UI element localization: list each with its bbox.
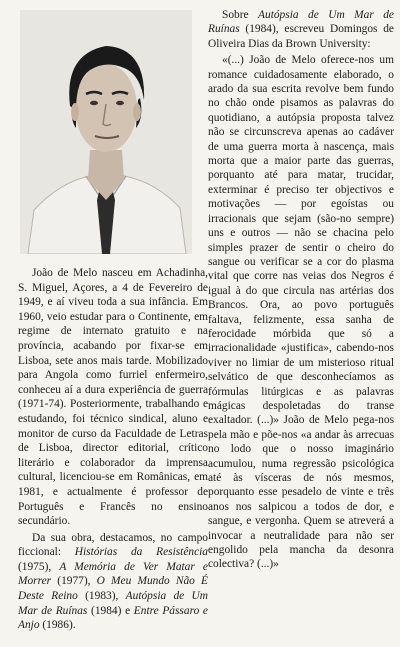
- right-column: [208, 8, 394, 583]
- work-title: Autópsia de Um Mar de Ruínas: [18, 590, 208, 617]
- work-title: A Memória de Ver Matar e Morrer: [18, 560, 208, 588]
- work-note: (1975),: [18, 560, 60, 573]
- author-photo: [20, 10, 192, 254]
- intro-book-title: Autópsia de Um Mar de Ruínas: [208, 9, 394, 36]
- review-quote: «(...) João de Melo oferece-nos um romance cuidadosamente elaborado, o arado da sua escrita revolve bem fundo no chão onde pisamos as palavras do quotidiano, a autópsia proposta talvez não se circunscreva apenas ao cadáver de uma guerra morta à nascença, mais morta que a maior parte das guerras, porquanto até para matar, trucidar, exterminar é preciso ter objectivos e motivações — por egoístas ou irracionais que sejam (são-no sempre) uns e outros — não se chacina pelo simples prazer de sentir o cheiro do sangue ou verificar se a cor do plasma vital que corre nas veias dos Negros é igual à do que circula nas artérias dos Brancos. Ora, ao povo português faltava, felizmente, essa sanha de ferocidade mórbida que só a irracionalidade «justifica», cabendo-nos viver no limiar de um misterioso ritual selvático de que desconhecíamos as fórmulas litúrgicas e as palavras mágicas despoletadas do transe exaltador. (...)» João de Melo pega-nos pela mão e põe-nos «a andar às arrecuas no lodo que o nosso imaginário acumulou, numa regressão psicológica até às vísceras de nós mesmos, porquanto esse pesadelo de vinte e três anos nos salpicou a todos de dor, e sangue, e vergonha. Quem se atreverá a invocar a neutralidade para não ser engolido pela mancha da desonra colectiva? (...)»: [208, 54, 394, 571]
- intro-before: Sobre: [222, 9, 259, 21]
- work-title: Histórias da Resistência: [74, 546, 208, 559]
- works-intro: Da sua obra, destacamos, no campo ficcional:: [18, 531, 208, 559]
- author-biography: João de Melo nasceu em Achadinha, S. Miguel, Açores, a 4 de Fevereiro de 1949, e aí viveu toda a sua infância. Em 1960, veio estudar para o Continente, em regime de internato gratuito e na província, acabando por fixar-se em Lisboa, sete anos mais tarde. Mobilizado para Angola como furriel enfermeiro, conheceu aí a dura experiência de guerra (1971-74). Posteriormente, trabalhando e estudando, foi técnico sindical, aluno e monitor de curso da Faculdade de Letras de Lisboa, director editorial, crítico literário e colaborador da imprensa cultural, licenciou-se em Românicas, em 1981, e actualmente é professor de Português e Francês no ensino secundário.: [18, 267, 208, 528]
- work-note: (1977),: [51, 575, 97, 588]
- portrait-image: [20, 10, 192, 254]
- left-column: [18, 10, 208, 644]
- work-note: (1984) e: [87, 604, 134, 617]
- work-title: O Meu Mundo Não É Deste Reino: [18, 575, 208, 603]
- intro-after: (1984), escreveu Domingos de Oliveira Dias da Brown University:: [208, 23, 394, 50]
- work-note: (1986).: [39, 619, 76, 632]
- works-paragraph: [18, 531, 208, 633]
- review-intro: [208, 8, 394, 51]
- work-note: (1983),: [77, 590, 126, 603]
- work-title: Entre Pássaro e Anjo: [18, 604, 208, 632]
